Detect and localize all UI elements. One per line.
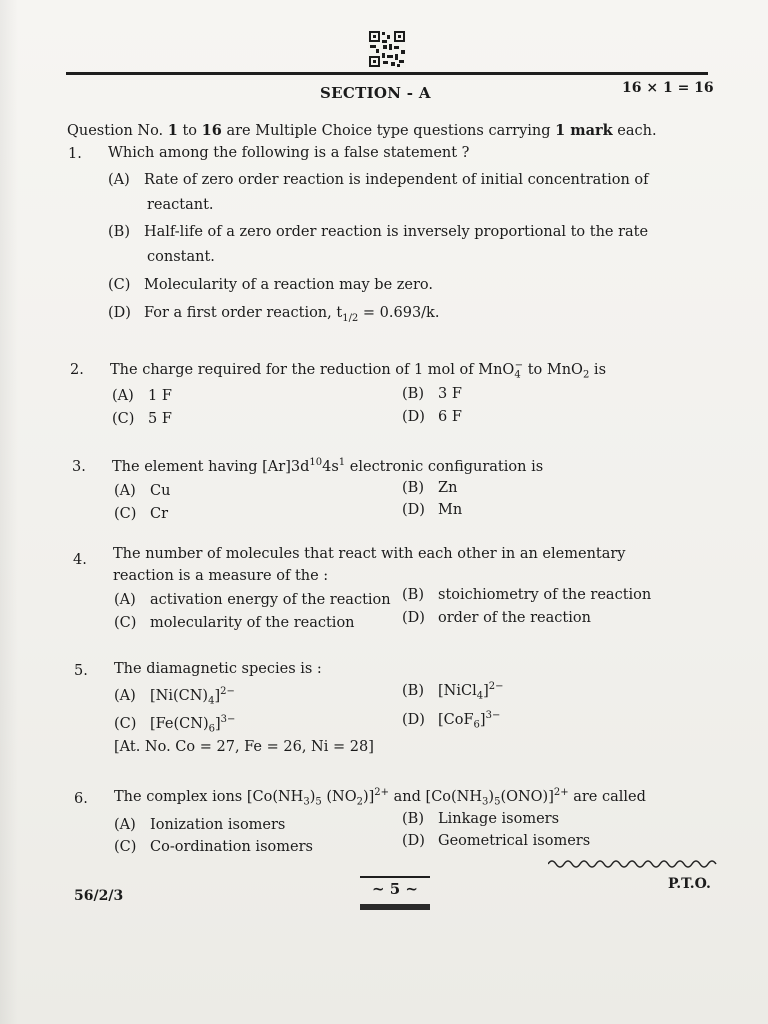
q4-text-line2: reaction is a measure of the : <box>113 568 329 584</box>
instruction-line: Question No. 1 to 16 are Multiple Choice type questions carrying 1 mark each. <box>67 122 657 139</box>
section-marks: 16 × 1 = 16 <box>622 80 714 96</box>
q2-option-c: (C) 5 F <box>112 411 172 427</box>
q3-option-b: (B) Zn <box>402 480 458 496</box>
q2-option-a: (A) 1 F <box>112 388 172 404</box>
page-number-bar <box>360 904 430 910</box>
q3-text: The element having $[Ar]3d^{10}4s^1$ electronic configuration is <box>112 457 544 475</box>
page-number-rule <box>360 876 430 878</box>
q2-number: 2. <box>70 362 84 378</box>
q5-text: The diamagnetic species is : <box>114 661 322 677</box>
q4-option-d: (D) order of the reaction <box>402 610 591 626</box>
q5-option-b: (B) [NiCl$_4$]$^{2-}$ <box>402 681 504 702</box>
q3-option-d: (D) Mn <box>402 502 463 518</box>
qr-code-icon <box>368 30 406 68</box>
q4-number: 4. <box>73 552 87 568</box>
q1-option-a-cont: reactant. <box>147 197 214 213</box>
q4-option-a: (A) activation energy of the reaction <box>114 592 391 608</box>
q3-number: 3. <box>72 459 86 475</box>
page-shadow <box>0 0 18 1024</box>
page-number <box>360 880 430 898</box>
q1-option-c: (C) Molecularity of a reaction may be zero. <box>108 277 434 293</box>
paper-code: 56/2/3 <box>74 888 124 904</box>
pto-label: P.T.O. <box>668 876 711 892</box>
q6-option-c: (C) Co-ordination isomers <box>114 839 313 855</box>
q6-text: The complex ions [$Co(NH_3)_5$ $(NO_2)]^{2+}$ and $[Co(NH_3)_5(ONO)]^{2+}$ are called <box>114 787 646 808</box>
q5-option-d: (D) $[CoF_6]^{3-}$ <box>402 710 501 731</box>
q6-option-b: (B) Linkage isomers <box>402 811 560 827</box>
q1-number: 1. <box>68 146 82 162</box>
wave-divider-icon <box>548 858 720 870</box>
page-number-text: ~ 5 ~ <box>371 880 419 898</box>
q2-option-b: (B) 3 F <box>402 386 462 402</box>
q5-number: 5. <box>74 663 88 679</box>
q6-option-d: (D) Geometrical isomers <box>402 833 591 849</box>
q1-option-b: (B) Half-life of a zero order reaction is inversely proportional to the rate <box>108 224 649 240</box>
q5-option-c: (C) $[Fe(CN)_6]^{3-}$ <box>114 714 236 735</box>
section-title: SECTION - A <box>320 84 431 102</box>
q3-option-a: (A) Cu <box>114 483 171 499</box>
q1-text: Which among the following is a false statement ? <box>108 145 470 161</box>
q1-option-a: (A) Rate of zero order reaction is independent of initial concentration of <box>108 172 649 188</box>
q2-option-d: (D) 6 F <box>402 409 462 425</box>
header-rule <box>66 72 708 75</box>
q1-option-b-cont: constant. <box>147 249 215 265</box>
q3-option-c: (C) Cr <box>114 506 169 522</box>
q4-option-b: (B) stoichiometry of the reaction <box>402 587 652 603</box>
q6-number: 6. <box>74 791 88 807</box>
q1-option-d: (D) For a first order reaction, $t_{1/2} = 0.693/k$. <box>108 305 440 324</box>
q4-option-c: (C) molecularity of the reaction <box>114 615 355 631</box>
q5-option-a: (A) $[Ni(CN)_4]^{2-}$ <box>114 686 235 707</box>
q4-text-line1: The number of molecules that react with each other in an elementary <box>113 546 626 562</box>
q5-note: [At. No. Co = 27, Fe = 26, Ni = 28] <box>114 739 374 755</box>
q2-text: The charge required for the reduction of 1 mol of MnO$_4$− to MnO$_2$ is <box>110 360 607 381</box>
q6-option-a: (A) Ionization isomers <box>114 817 286 833</box>
